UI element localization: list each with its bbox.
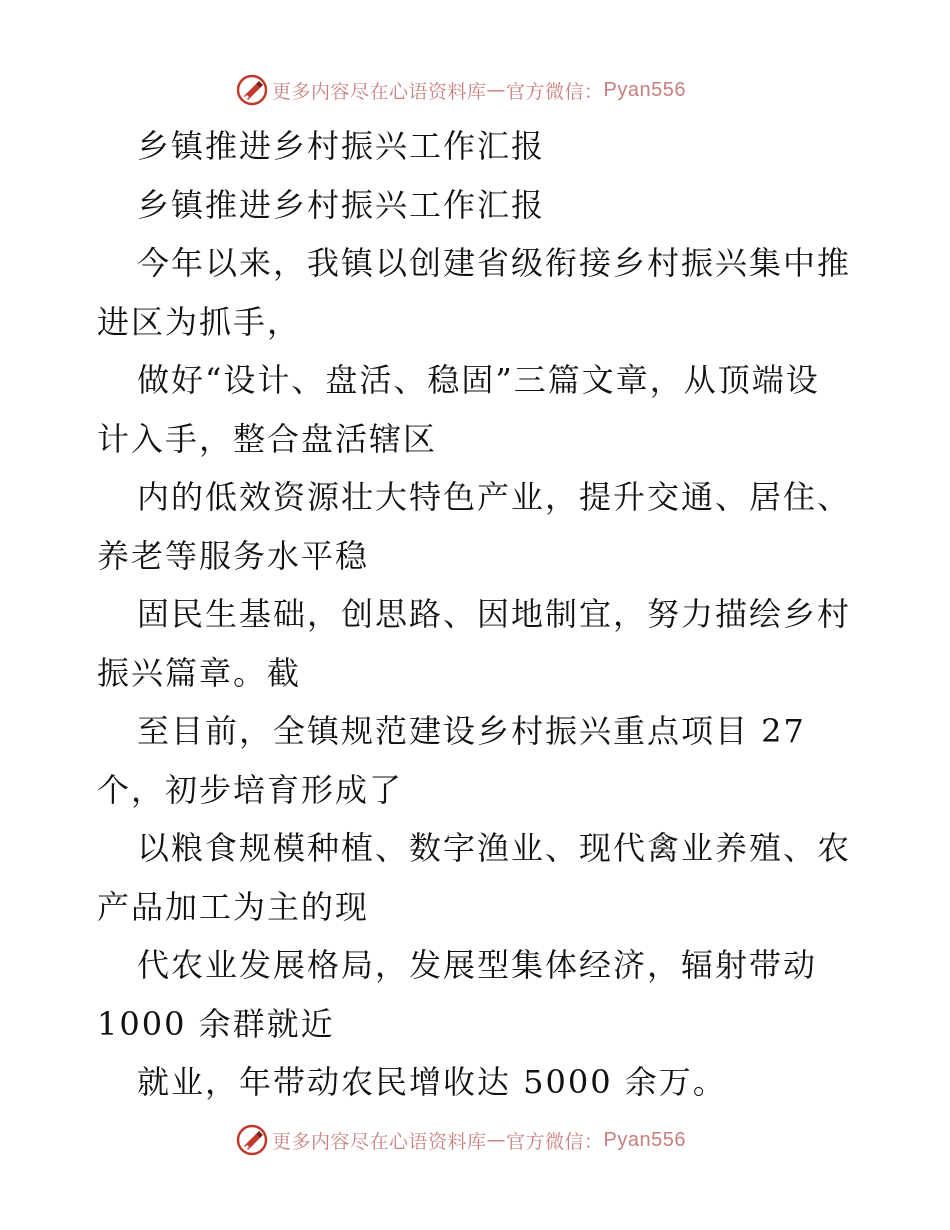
watermark-separator: —	[486, 79, 507, 101]
paragraph-line: 固民生基础，创思路、因地制宜，努力描绘乡村	[137, 595, 852, 633]
paragraph-line: 个，初步培育形成了	[97, 770, 404, 809]
wechat-id: Pyan556	[603, 78, 686, 101]
wechat-label: 官方微信：	[506, 80, 604, 103]
wechat-id: Pyan556	[603, 1128, 686, 1151]
paragraph-line: 做好“设计、盘活、稳固”三篇文章，从顶端设	[137, 361, 820, 399]
paragraph-line: 以粮食规模种植、数字渔业、现代禽业养殖、农	[137, 829, 852, 867]
paragraph-line: 振兴篇章。截	[97, 653, 302, 692]
document-body	[97, 122, 857, 1117]
paragraph-line: 计入手，整合盘活辖区	[97, 419, 438, 458]
watermark-text: 更多内容尽在心语资料库	[272, 80, 487, 103]
paragraph-line: 内的低效资源壮大特色产业，提升交通、居住、	[137, 478, 852, 516]
header-watermark	[236, 73, 686, 107]
document-title: 乡镇推进乡村振兴工作汇报	[137, 127, 546, 165]
paragraph-line: 产品加工为主的现	[97, 887, 370, 926]
paragraph-line: 1000 余群就近	[97, 1004, 335, 1043]
paragraph-line: 养老等服务水平稳	[97, 536, 370, 575]
watermark-separator: —	[486, 1129, 507, 1151]
paragraph-line: 今年以来，我镇以创建省级衔接乡村振兴集中推	[137, 244, 852, 282]
paragraph-line: 就业，年带动农民增收达 5000 余万。	[137, 1063, 727, 1101]
paragraph-line: 至目前，全镇规范建设乡村振兴重点项目 27	[137, 712, 806, 750]
pen-logo-icon	[236, 1124, 268, 1156]
pen-logo-icon	[236, 74, 268, 106]
wechat-label: 官方微信：	[506, 1130, 604, 1153]
footer-watermark	[236, 1123, 686, 1157]
watermark-text: 更多内容尽在心语资料库	[272, 1130, 487, 1153]
paragraph-line: 进区为抓手，	[97, 302, 302, 341]
paragraph-line: 代农业发展格局，发展型集体经济，辐射带动	[137, 946, 818, 984]
document-subtitle: 乡镇推进乡村振兴工作汇报	[137, 185, 546, 224]
